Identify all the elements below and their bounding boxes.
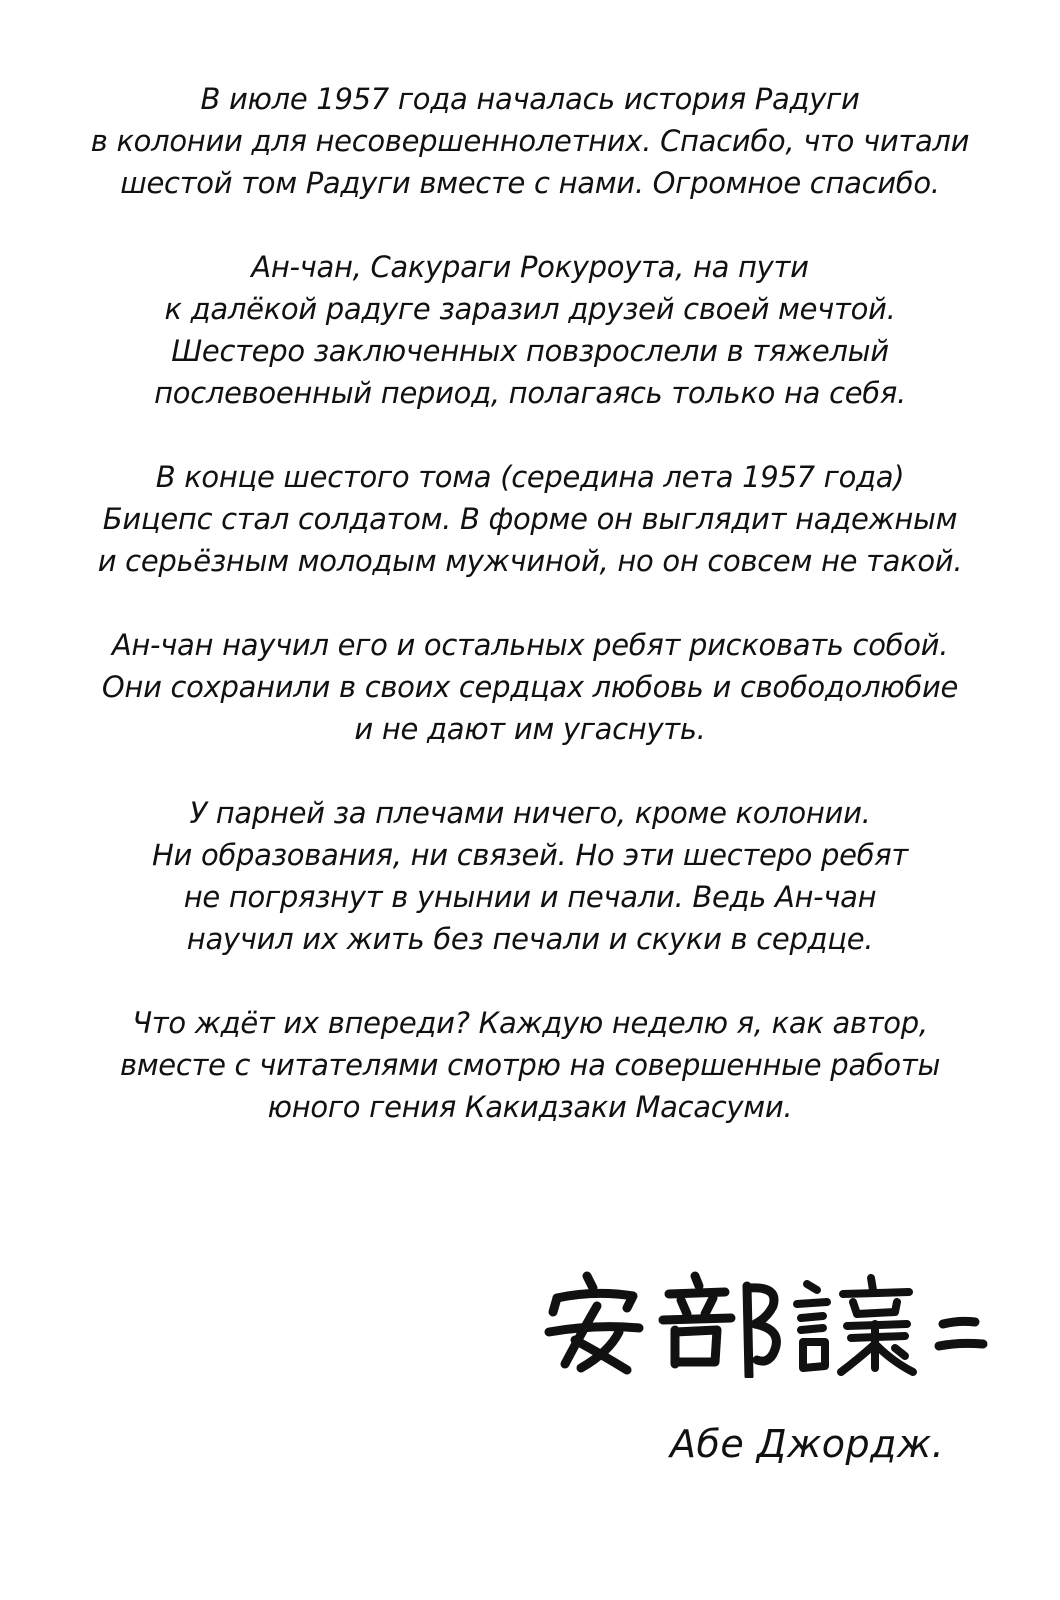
text-line: Они сохранили в своих сердцах любовь и свободолюбие xyxy=(101,670,959,704)
text-line: к далёкой радуге заразил друзей своей мечтой. xyxy=(164,292,896,326)
author-signature-name: Абе Джордж. xyxy=(670,1422,945,1466)
text-line: Ан-чан научил его и остальных ребят рисковать собой. xyxy=(111,628,949,662)
paragraph-3 xyxy=(60,456,1000,582)
signature-glyph-3 xyxy=(797,1278,913,1372)
text-line: и не дают им угаснуть. xyxy=(354,712,706,746)
paragraph-6 xyxy=(60,1002,1000,1128)
text-line: В конце шестого тома (середина лета 1957 года) xyxy=(155,460,905,494)
afterword-text xyxy=(60,78,1000,1170)
text-line: шестой том Радуги вместе с нами. Огромное спасибо. xyxy=(120,166,940,200)
paragraph-1 xyxy=(60,78,1000,204)
text-line: Бицепс стал солдатом. В форме он выглядит надежным xyxy=(102,502,958,536)
text-line: вместе с читателями смотрю на совершенные работы xyxy=(119,1048,941,1082)
text-line: в колонии для несовершеннолетних. Спасибо, что читали xyxy=(90,124,970,158)
paragraph-4 xyxy=(60,624,1000,750)
paragraph-5 xyxy=(60,792,1000,960)
text-line: В июле 1957 года началась история Радуги xyxy=(200,82,860,116)
text-line: послевоенный период, полагаясь только на себя. xyxy=(154,376,906,410)
calligraphy-signature xyxy=(535,1268,995,1378)
signature-glyph-4 xyxy=(939,1321,983,1346)
text-line: Что ждёт их впереди? Каждую неделю я, как автор, xyxy=(132,1006,928,1040)
text-line: У парней за плечами ничего, кроме колонии. xyxy=(189,796,871,830)
signature-glyph-2 xyxy=(663,1276,776,1376)
text-line: юного гения Какидзаки Масасуми. xyxy=(267,1090,793,1124)
text-line: Ан-чан, Сакураги Рокуроута, на пути xyxy=(251,250,809,284)
text-line: Ни образования, ни связей. Но эти шестеро ребят xyxy=(152,838,908,872)
text-line: научил их жить без печали и скуки в сердце. xyxy=(186,922,874,956)
text-line: и серьёзным молодым мужчиной, но он совсем не такой. xyxy=(97,544,963,578)
text-line: Шестеро заключенных повзрослели в тяжелый xyxy=(171,334,889,368)
signature-glyph-1 xyxy=(549,1276,639,1370)
text-line: не погрязнут в унынии и печали. Ведь Ан-чан xyxy=(183,880,877,914)
paragraph-2 xyxy=(60,246,1000,414)
